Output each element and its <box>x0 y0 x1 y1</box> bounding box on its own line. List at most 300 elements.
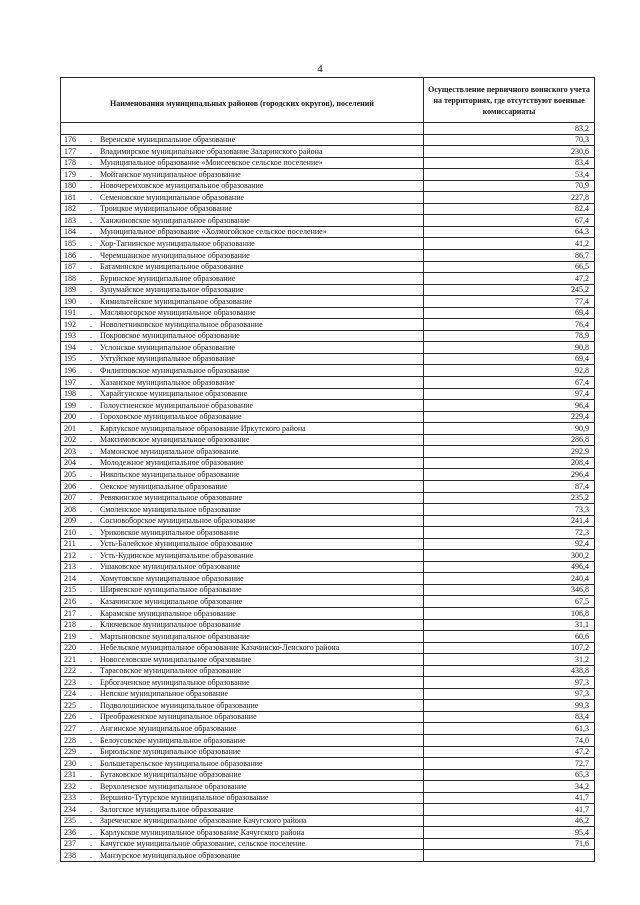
row-number: 229 <box>64 747 76 757</box>
name-cell <box>61 434 424 446</box>
municipality-name: Бирюльское муниципальное образование <box>100 747 241 757</box>
value-cell: 34,2 <box>424 781 595 793</box>
table-row <box>61 388 595 400</box>
municipality-name: Ушаковское муниципальное образование <box>100 562 241 572</box>
row-separator-dot: . <box>90 285 92 295</box>
value-cell: 292,9 <box>424 446 595 458</box>
name-cell <box>61 654 424 666</box>
value-cell: 496,4 <box>424 561 595 573</box>
row-number: 218 <box>64 620 76 630</box>
row-separator-dot: . <box>90 146 92 156</box>
value-cell: 208,4 <box>424 457 595 469</box>
table-row <box>61 215 595 227</box>
municipality-name: Качугское муниципальное образование, сельское поселение <box>100 839 306 849</box>
value-cell: 96,4 <box>424 400 595 412</box>
table-row <box>61 480 595 492</box>
value-cell: 47,2 <box>424 273 595 285</box>
name-cell <box>61 792 424 804</box>
municipality-name: Сосновоборское муниципальное образование <box>100 516 256 526</box>
name-cell <box>61 734 424 746</box>
name-cell <box>61 342 424 354</box>
name-cell <box>61 804 424 816</box>
name-cell <box>61 573 424 585</box>
municipality-name: Манзурское муниципальное образование <box>100 851 241 860</box>
row-separator-dot: . <box>90 158 92 168</box>
row-number: 188 <box>64 273 76 283</box>
row-separator-dot: . <box>90 400 92 410</box>
name-cell <box>61 838 424 850</box>
row-number: 232 <box>64 781 76 791</box>
municipality-name: Молодежное муниципальное образование <box>100 458 244 468</box>
row-number: 234 <box>64 804 76 814</box>
value-cell: 69,4 <box>424 307 595 319</box>
row-separator-dot: . <box>90 539 92 549</box>
row-separator-dot: . <box>90 735 92 745</box>
table-row <box>61 365 595 377</box>
row-number: 236 <box>64 827 76 837</box>
municipality-name: Хазанское муниципальное образование <box>100 377 235 387</box>
value-cell: 97,3 <box>424 688 595 700</box>
table-row <box>61 538 595 550</box>
value-cell: 67,5 <box>424 596 595 608</box>
row-number: 217 <box>64 608 76 618</box>
row-separator-dot: . <box>90 239 92 249</box>
row-number: 197 <box>64 377 76 387</box>
row-separator-dot: . <box>90 620 92 630</box>
table-row <box>61 561 595 573</box>
table-row <box>61 515 595 527</box>
row-number: 185 <box>64 239 76 249</box>
municipality-name: Усть-Балейское муниципальное образование <box>100 539 253 549</box>
municipality-name: Смоленское муниципальное образование <box>100 504 241 514</box>
name-cell <box>61 723 424 735</box>
table-row <box>61 642 595 654</box>
name-cell <box>61 677 424 689</box>
row-separator-dot: . <box>90 504 92 514</box>
row-number: 219 <box>64 631 76 641</box>
table-row <box>61 827 595 839</box>
value-cell: 70,9 <box>424 180 595 192</box>
table-row <box>61 469 595 481</box>
row-separator-dot: . <box>90 758 92 768</box>
row-separator-dot: . <box>90 747 92 757</box>
municipality-name: Преображенское муниципальное образование <box>100 712 257 722</box>
row-separator-dot: . <box>90 712 92 722</box>
name-cell <box>61 480 424 492</box>
row-number: 184 <box>64 227 76 237</box>
name-cell <box>61 631 424 643</box>
row-number: 177 <box>64 146 76 156</box>
row-separator-dot: . <box>90 643 92 653</box>
name-cell <box>61 296 424 308</box>
row-separator-dot: . <box>90 550 92 560</box>
value-cell: 245,2 <box>424 284 595 296</box>
row-separator-dot: . <box>90 435 92 445</box>
municipality-name: Мамонское муниципальное образование <box>100 446 239 456</box>
municipality-name: Веренское муниципальное образование <box>100 135 236 145</box>
municipality-name: Ухтуйское муниципальное образование <box>100 354 235 364</box>
row-separator-dot: . <box>90 227 92 237</box>
municipality-name: Владимирское муниципальное образование Заларинского района <box>100 146 323 156</box>
row-number: 212 <box>64 550 76 560</box>
table-row <box>61 261 595 273</box>
value-cell: 92,8 <box>424 365 595 377</box>
row-separator-dot: . <box>90 262 92 272</box>
municipality-name: Кимильтейское муниципальное образование <box>100 296 253 306</box>
municipality-name: Небельское муниципальное образование Казачинско-Ленского района <box>100 643 340 653</box>
row-number: 200 <box>64 412 76 422</box>
table-row <box>61 688 595 700</box>
table-row <box>61 700 595 712</box>
table-row <box>61 226 595 238</box>
value-cell: 41,2 <box>424 238 595 250</box>
value-cell: 87,4 <box>424 480 595 492</box>
name-cell <box>61 411 424 423</box>
table-row <box>61 192 595 204</box>
name-cell <box>61 319 424 331</box>
row-number: 206 <box>64 481 76 491</box>
value-cell: 72,7 <box>424 758 595 770</box>
table-row <box>61 850 595 862</box>
name-cell <box>61 561 424 573</box>
municipality-name: Ширяевское муниципальное образование <box>100 585 242 595</box>
value-cell: 438,8 <box>424 665 595 677</box>
row-separator-dot: . <box>90 135 92 145</box>
value-cell: 227,8 <box>424 192 595 204</box>
row-separator-dot: . <box>90 319 92 329</box>
value-cell: 90,8 <box>424 342 595 354</box>
table-row-first-value <box>61 123 595 135</box>
row-number: 195 <box>64 354 76 364</box>
row-number: 182 <box>64 204 76 214</box>
name-cell <box>61 688 424 700</box>
municipality-name: Вершино-Тутурское муниципальное образование <box>100 793 269 803</box>
value-cell: 92,4 <box>424 538 595 550</box>
row-number: 225 <box>64 700 76 710</box>
row-number: 194 <box>64 342 76 352</box>
row-number: 228 <box>64 735 76 745</box>
municipality-name: Хомутовское муниципальное образование <box>100 573 244 583</box>
value-cell: 241,4 <box>424 515 595 527</box>
row-separator-dot: . <box>90 781 92 791</box>
value-cell: 66,5 <box>424 261 595 273</box>
row-separator-dot: . <box>90 273 92 283</box>
row-separator-dot: . <box>90 562 92 572</box>
municipality-name: Новолетниковское муниципальное образование <box>100 319 263 329</box>
value-cell: 67,4 <box>424 215 595 227</box>
row-number: 207 <box>64 493 76 503</box>
value-cell: 97,3 <box>424 677 595 689</box>
row-number: 224 <box>64 689 76 699</box>
value-cell: 47,2 <box>424 746 595 758</box>
name-cell <box>61 781 424 793</box>
name-cell <box>61 353 424 365</box>
row-separator-dot: . <box>90 342 92 352</box>
name-cell <box>61 123 424 135</box>
row-number: 199 <box>64 400 76 410</box>
name-cell <box>61 515 424 527</box>
municipality-name: Ревякинское муниципальное образование <box>100 493 243 503</box>
municipality-name: Верхоленское муниципальное образование <box>100 781 247 791</box>
name-cell <box>61 215 424 227</box>
value-cell: 90,9 <box>424 423 595 435</box>
table-row <box>61 573 595 585</box>
row-number: 235 <box>64 816 76 826</box>
row-separator-dot: . <box>90 723 92 733</box>
row-separator-dot: . <box>90 527 92 537</box>
value-cell: 31,1 <box>424 619 595 631</box>
row-number: 216 <box>64 596 76 606</box>
name-cell <box>61 238 424 250</box>
table-row <box>61 723 595 735</box>
row-number: 210 <box>64 527 76 537</box>
municipality-name: Ключевское муниципальное образование <box>100 620 241 630</box>
municipality-name: Буринское муниципальное образование <box>100 273 236 283</box>
municipality-name: Бутаковское муниципальное образование <box>100 770 242 780</box>
row-separator-dot: . <box>90 469 92 479</box>
name-cell <box>61 815 424 827</box>
row-separator-dot: . <box>90 423 92 433</box>
row-number: 203 <box>64 446 76 456</box>
table-row <box>61 711 595 723</box>
row-separator-dot: . <box>90 608 92 618</box>
value-cell: 67,4 <box>424 377 595 389</box>
name-cell <box>61 619 424 631</box>
row-separator-dot: . <box>90 493 92 503</box>
table-row <box>61 654 595 666</box>
table-row <box>61 319 595 331</box>
row-number: 226 <box>64 712 76 722</box>
value-cell: 65,3 <box>424 769 595 781</box>
value-cell: 83,2 <box>424 123 595 135</box>
municipality-name: Семеновское муниципальное образование <box>100 192 245 202</box>
row-number: 221 <box>64 654 76 664</box>
allocation-table <box>60 77 595 862</box>
name-cell <box>61 596 424 608</box>
name-cell <box>61 273 424 285</box>
table-row <box>61 296 595 308</box>
header-value: Осуществление первичного воинского учета на территориях, где отсутствуют военные комиссариаты <box>424 78 595 123</box>
municipality-name: Муниципальное образование «Моисеевское сельское поселение» <box>100 158 323 168</box>
name-cell <box>61 203 424 215</box>
table-row <box>61 400 595 412</box>
name-cell <box>61 423 424 435</box>
municipality-name: Уриковское муниципальное образование <box>100 527 239 537</box>
value-cell: 41,7 <box>424 792 595 804</box>
row-number: 202 <box>64 435 76 445</box>
municipality-name: Услонское муниципальное образование <box>100 342 235 352</box>
name-cell <box>61 400 424 412</box>
value-cell: 64,3 <box>424 226 595 238</box>
table-row <box>61 284 595 296</box>
municipality-name: Карлукское муниципальное образование Иркутского района <box>100 423 306 433</box>
row-number: 204 <box>64 458 76 468</box>
municipality-name: Покровское муниципальное образование <box>100 331 240 341</box>
value-cell: 60,6 <box>424 631 595 643</box>
value-cell: 31,2 <box>424 654 595 666</box>
row-separator-dot: . <box>90 596 92 606</box>
value-cell: 300,2 <box>424 550 595 562</box>
table-row <box>61 584 595 596</box>
table-row <box>61 734 595 746</box>
municipality-name: Оекское муниципальное образование <box>100 481 228 491</box>
table-row <box>61 157 595 169</box>
value-cell: 99,3 <box>424 700 595 712</box>
table-row <box>61 434 595 446</box>
name-cell <box>61 850 424 862</box>
table-row <box>61 504 595 516</box>
name-cell <box>61 758 424 770</box>
row-separator-dot: . <box>90 700 92 710</box>
table-row <box>61 492 595 504</box>
name-cell <box>61 388 424 400</box>
row-number: 193 <box>64 331 76 341</box>
value-cell: 83,4 <box>424 157 595 169</box>
row-separator-dot: . <box>90 839 92 849</box>
row-number: 180 <box>64 181 76 191</box>
row-number: 208 <box>64 504 76 514</box>
row-number: 189 <box>64 285 76 295</box>
row-number: 198 <box>64 389 76 399</box>
municipality-name: Гороховское муниципальное образование <box>100 412 242 422</box>
table-row <box>61 250 595 262</box>
name-cell <box>61 261 424 273</box>
table-row <box>61 804 595 816</box>
municipality-name: Муниципальное образование «Холмогойское сельское поселение» <box>100 227 327 237</box>
value-cell: 95,4 <box>424 827 595 839</box>
municipality-name: Зареченское муниципальное образование Качугского района <box>100 816 307 826</box>
row-separator-dot: . <box>90 666 92 676</box>
municipality-name: Новоселовское муниципальное образование <box>100 654 252 664</box>
municipality-name: Голоустненское муниципальное образование <box>100 400 254 410</box>
table-row <box>61 619 595 631</box>
row-number: 181 <box>64 192 76 202</box>
name-cell <box>61 377 424 389</box>
municipality-name: Батаминское муниципальное образование <box>100 262 244 272</box>
row-separator-dot: . <box>90 804 92 814</box>
row-number: 179 <box>64 169 76 179</box>
municipality-name: Ербогаченское муниципальное образование <box>100 677 250 687</box>
row-number: 227 <box>64 723 76 733</box>
value-cell: 72,3 <box>424 527 595 539</box>
municipality-name: Филипповское муниципальное образование <box>100 366 250 376</box>
value-cell: 82,4 <box>424 203 595 215</box>
row-separator-dot: . <box>90 250 92 260</box>
name-cell <box>61 607 424 619</box>
name-cell <box>61 192 424 204</box>
table-row <box>61 457 595 469</box>
row-separator-dot: . <box>90 354 92 364</box>
municipality-name: Масляногорское муниципальное образование <box>100 308 256 318</box>
municipality-name: Казачинское муниципальное образование <box>100 596 243 606</box>
name-cell <box>61 307 424 319</box>
row-number: 201 <box>64 423 76 433</box>
table-row <box>61 838 595 850</box>
value-cell: 71,6 <box>424 838 595 850</box>
row-number: 222 <box>64 666 76 676</box>
name-cell <box>61 180 424 192</box>
name-cell <box>61 769 424 781</box>
row-number: 214 <box>64 573 76 583</box>
table-row <box>61 238 595 250</box>
name-cell <box>61 157 424 169</box>
row-separator-dot: . <box>90 377 92 387</box>
table-row <box>61 273 595 285</box>
row-number: 215 <box>64 585 76 595</box>
row-separator-dot: . <box>90 851 92 860</box>
name-cell <box>61 827 424 839</box>
table-row <box>61 423 595 435</box>
name-cell <box>61 504 424 516</box>
name-cell <box>61 746 424 758</box>
value-cell: 240,4 <box>424 573 595 585</box>
value-cell: 86,7 <box>424 250 595 262</box>
table-row <box>61 550 595 562</box>
value-cell: 73,3 <box>424 504 595 516</box>
value-cell: 61,3 <box>424 723 595 735</box>
table-row <box>61 781 595 793</box>
municipality-name: Непское муниципальное образование <box>100 689 229 699</box>
row-number: 209 <box>64 516 76 526</box>
name-cell <box>61 134 424 146</box>
name-cell <box>61 469 424 481</box>
municipality-name: Новочеремховское муниципальное образование <box>100 181 264 191</box>
row-number: 178 <box>64 158 76 168</box>
name-cell <box>61 250 424 262</box>
name-cell <box>61 711 424 723</box>
row-separator-dot: . <box>90 573 92 583</box>
table-row <box>61 180 595 192</box>
row-number: 196 <box>64 366 76 376</box>
table-row <box>61 307 595 319</box>
table-row <box>61 596 595 608</box>
table-row <box>61 815 595 827</box>
municipality-name: Большетарельское муниципальное образование <box>100 758 263 768</box>
value-cell: 346,8 <box>424 584 595 596</box>
table-row <box>61 758 595 770</box>
row-number: 176 <box>64 135 76 145</box>
table-row <box>61 769 595 781</box>
name-cell <box>61 365 424 377</box>
municipality-name: Никольское муниципальное образование <box>100 469 240 479</box>
table-row <box>61 169 595 181</box>
table-row <box>61 377 595 389</box>
row-number: 183 <box>64 215 76 225</box>
municipality-name: Хор-Тагнинское муниципальное образование <box>100 239 255 249</box>
value-cell <box>424 850 595 862</box>
row-separator-dot: . <box>90 366 92 376</box>
value-cell: 296,4 <box>424 469 595 481</box>
value-cell: 230,6 <box>424 146 595 158</box>
name-cell <box>61 492 424 504</box>
row-number: 191 <box>64 308 76 318</box>
value-cell: 286,8 <box>424 434 595 446</box>
municipality-name: Троицкое муниципальное образование <box>100 204 233 214</box>
name-cell <box>61 226 424 238</box>
value-cell: 53,4 <box>424 169 595 181</box>
municipality-name: Ханжиновское муниципальное образование <box>100 215 250 225</box>
row-separator-dot: . <box>90 204 92 214</box>
row-number: 223 <box>64 677 76 687</box>
row-separator-dot: . <box>90 458 92 468</box>
row-number: 231 <box>64 770 76 780</box>
value-cell: 41,7 <box>424 804 595 816</box>
table-row <box>61 146 595 158</box>
row-number: 187 <box>64 262 76 272</box>
table-row <box>61 665 595 677</box>
row-separator-dot: . <box>90 793 92 803</box>
row-number: 220 <box>64 643 76 653</box>
